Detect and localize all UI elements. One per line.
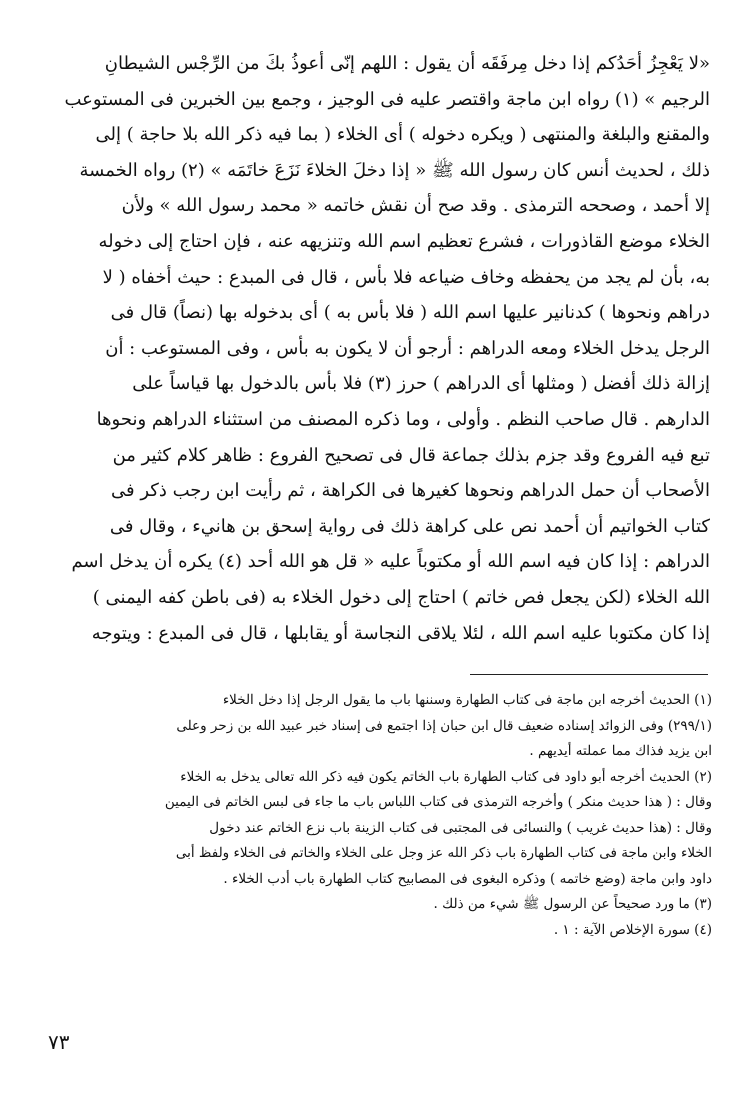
page-number: ٧٣: [48, 1030, 70, 1054]
footnotes: [60, 688, 712, 943]
text-line: إلا أحمد ، وصححه الترمذى . وقد صح أن نقش خاتمه « محمد رسول الله » ولأن: [121, 195, 710, 217]
footnote-line: الخلاء وابن ماجة فى كتاب الطهارة باب ذكر الله عز وجل على الخلاء والخاتم فى الخلاء ولفظ أبى: [175, 845, 712, 861]
footnote-4: [60, 918, 712, 944]
footnote-line: (١) الحديث أخرجه ابن ماجة فى كتاب الطهارة وسننها باب ما يقول الرجل إذا دخل الخلاء: [222, 692, 712, 708]
text-line: الدراهم : إذا كان فيه اسم الله أو مكتوباً عليه « قل هو الله أحد (٤) يكره أن يدخل اسم: [71, 551, 710, 573]
text-line: الخلاء موضع القاذورات ، فشرع تعظيم اسم الله وتنزيهه عنه ، فإن احتاج إلى دخوله: [98, 230, 710, 252]
text-line: الدارهم . قال صاحب النظم . وأولى ، وما ذكره المصنف من استثناء الدراهم ونحوها: [96, 408, 710, 430]
text-line: كتاب الخواتيم أن أحمد نص على كراهة ذلك فى رواية إسحق بن هانيء ، وقال فى: [109, 515, 710, 537]
text-line: دراهم ونحوها ) كدنانير عليها اسم الله ( فلا بأس به ) أى بدخوله بها (نصاً) قال فى: [110, 302, 710, 324]
text-line: الرجيم » (١) رواه ابن ماجة واقتصر عليه فى الوجيز ، وجمع بين الخبرين فى المستوعب: [64, 88, 710, 110]
text-line: والمقنع والبلغة والمنتهى ( ويكره دخوله ) أى الخلاء ( بما فيه ذكر الله بلا حاجة ) إلى: [95, 124, 710, 146]
text-line: إذا كان مكتوبا عليه اسم الله ، لئلا يلاقى النجاسة أو يقابلها ، قال فى المبدع : ويتوجه: [91, 622, 710, 644]
text-line: الله الخلاء (لكن يجعل فص خاتم ) احتاج إلى دخول الخلاء به (فى باطن كفه اليمنى ): [92, 586, 710, 608]
footnote-line: ابن يزيد فذاك مما عملته أيديهم .: [529, 743, 712, 759]
footnote-divider: [470, 674, 708, 675]
footnote-line: (٢٩٩/١) وفى الزوائد إسناده ضعيف قال ابن حبان إذا اجتمع فى إسناد خبر عبيد الله بن زحر وعلى: [176, 717, 712, 734]
footnote-line: داود وابن ماجة (وضع خاتمه ) وذكره البغوى فى المصابيح كتاب الطهارة باب أدب الخلاء .: [223, 870, 712, 887]
footnote-line: (٤) سورة الإخلاص الآية : ١ .: [553, 921, 712, 938]
footnote-line: وقال : (هذا حديث غريب ) والنسائى فى المجتبى فى كتاب الزينة باب نزع الخاتم عند دخول: [209, 819, 712, 836]
text-line: إزالة ذلك أفضل ( ومثلها أى الدراهم ) حرز (٣) فلا بأس بالدخول بها قياساً على: [132, 373, 710, 395]
text-line: به، بأن لم يجد من يحفظه وخاف ضياعه فلا بأس ، قال فى المبدع : حيث أخفاه ( لا: [102, 266, 710, 288]
footnote-3: [60, 892, 712, 918]
text-line: الرجل يدخل الخلاء ومعه الدراهم : أرجو أن لا يكون به بأس ، وفى المستوعب : أن: [105, 337, 710, 359]
text-line: الأصحاب أن حمل الدراهم ونحوها كغيرها فى الكراهة ، ثم رأيت ابن رجب ذكر فى: [111, 480, 710, 502]
text-line: ذلك ، لحديث أنس كان رسول الله ﷺ « إذا دخلَ الخلاءَ نَزَعَ خاتَمَه » (٢) رواه الخمسة: [79, 159, 710, 181]
text-line: تبع فيه الفروع وقد جزم بذلك جماعة قال فى تصحيح الفروع : ظاهر كلام كثير من: [112, 444, 710, 466]
footnote-2: [60, 765, 712, 893]
footnote-line: وقال : ( هذا حديث منكر ) وأخرجه الترمذى فى كتاب اللباس باب ما جاء فى لبس الخاتم فى اليمين: [164, 794, 712, 810]
footnote-1: [60, 688, 712, 765]
footnote-line: (٢) الحديث أخرجه أبو داود فى كتاب الطهارة باب الخاتم يكون فيه ذكر الله تعالى يدخل به الخلاء: [180, 768, 712, 785]
text-line: «لا يَعْجِزُ أحَدُكم إذا دخل مِرفَقَه أن يقول : اللهم إنّى أعوذُ بكَ من الرِّجْس الشيطانِ: [104, 53, 710, 74]
footnote-line: (٣) ما ورد صحيحاً عن الرسول ﷺ شيء من ذلك .: [433, 896, 712, 912]
main-text: [48, 46, 710, 651]
